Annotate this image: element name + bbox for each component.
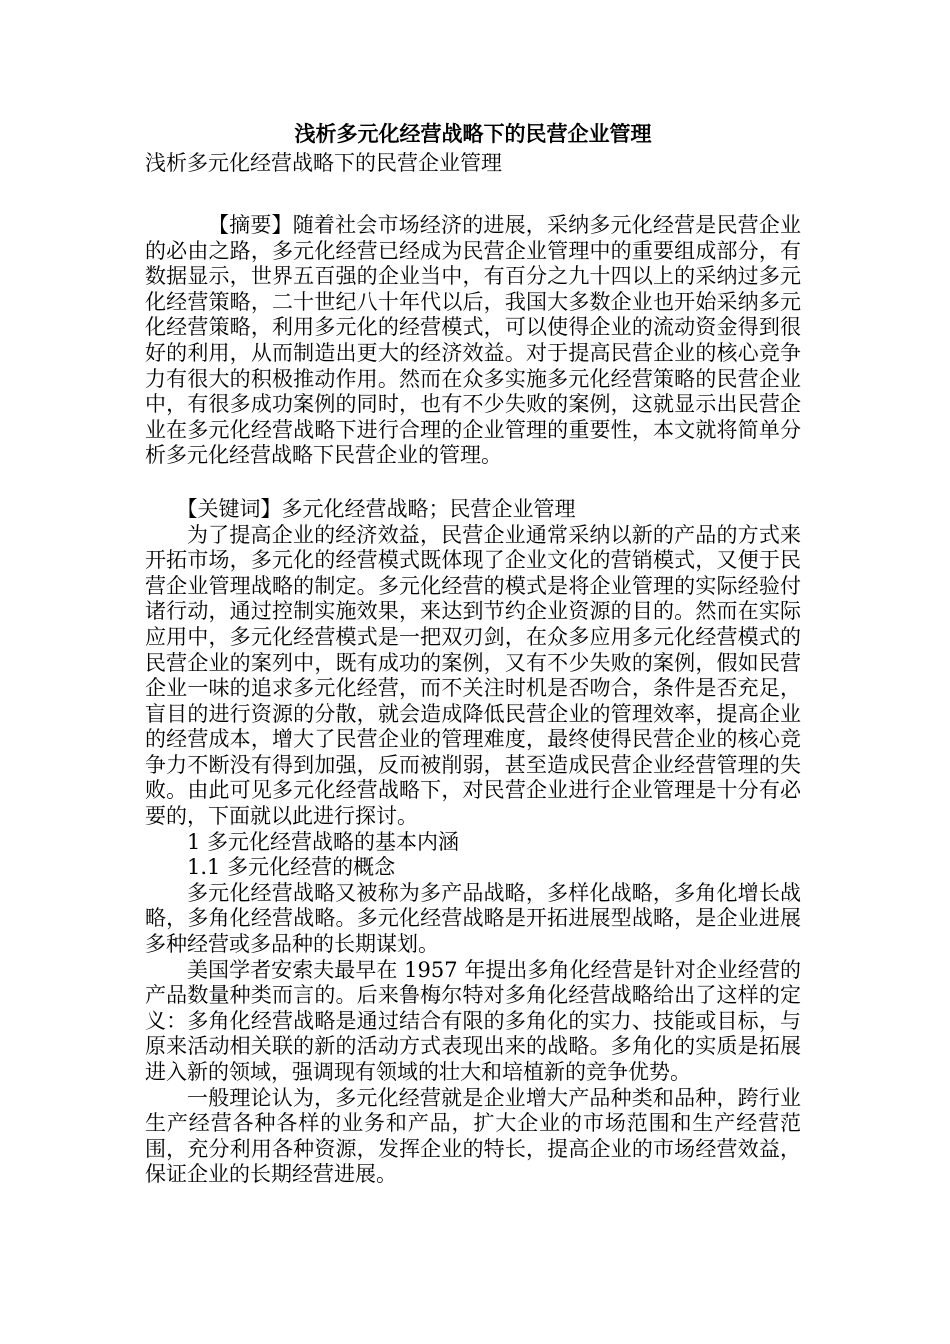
- body-paragraph-1: 多元化经营战略又被称为多产品战略，多样化战略，多角化增长战略，多角化经营战略。多元化经营战略是开拓进展型战略，是企业进展多种经营或多品种的长期谋划。: [145, 880, 801, 957]
- document-page: [145, 120, 801, 1188]
- document-subtitle: 浅析多元化经营战略下的民营企业管理: [145, 151, 502, 175]
- keywords-paragraph: 【关键词】多元化经营战略；民营企业管理: [176, 496, 576, 521]
- body-paragraph-2: 美国学者安索夫最早在 1957 年提出多角化经营是针对企业经营的产品数量种类而言的。后来鲁梅尔特对多角化经营战略给出了这样的定义：多角化经营战略是通过结合有限的多角化的实力、技能或目标，与原来活动相关联的新的活动方式表现出来的战略。多角化的实质是拓展进入新的领域，强调现有领域的壮大和培植新的竞争优势。: [145, 957, 801, 1084]
- section-1-heading: 1 多元化经营战略的基本内涵: [187, 829, 460, 854]
- intro-paragraph: 为了提高企业的经济效益，民营企业通常采纳以新的产品的方式来开拓市场，多元化的经营模式既体现了企业文化的营销模式，又便于民营企业管理战略的制定。多元化经营的模式是将企业管理的实际经验付诸行动，通过控制实施效果，来达到节约企业资源的目的。然而在实际应用中，多元化经营模式是一把双刃剑，在众多应用多元化经营模式的民营企业的案列中，既有成功的案例，又有不少失败的案例，假如民营企业一味的追求多元化经营，而不关注时机是否吻合，条件是否充足，盲目的进行资源的分散，就会造成降低民营企业的管理效率，提高企业的经营成本，增大了民营企业的管理难度，最终使得民营企业的核心竞争力不断没有得到加强，反而被削弱，甚至造成民营企业经营管理的失败。由此可见多元化经营战略下，对民营企业进行企业管理是十分有必要的，下面就以此进行探讨。: [145, 522, 801, 829]
- section-1-1-heading: 1.1 多元化经营的概念: [187, 855, 396, 880]
- body-paragraph-3: 一般理论认为，多元化经营就是企业增大产品种类和品种，跨行业生产经营各种各样的业务和产品，扩大企业的市场范围和生产经营范围，充分利用各种资源，发挥企业的特长，提高企业的市场经营效益，保证企业的长期经营进展。: [145, 1085, 801, 1187]
- document-title: 浅析多元化经营战略下的民营企业管理: [294, 121, 652, 146]
- abstract-paragraph: 【摘要】随着社会市场经济的进展，采纳多元化经营是民营企业的必由之路，多元化经营已经成为民营企业管理中的重要组成部分，有数据显示，世界五百强的企业当中，有百分之九十四以上的采纳过多元化经营策略，二十世纪八十年代以后，我国大多数企业也开始采纳多元化经营策略，利用多元化的经营模式，可以使得企业的流动资金得到很好的利用，从而制造出更大的经济效益。对于提高民营企业的核心竞争力有很大的积极推动作用。然而在众多实施多元化经营策略的民营企业中，有很多成功案例的同时，也有不少失败的案例，这就显示出民营企业在多元化经营战略下进行合理的企业管理的重要性，本文就将简单分析多元化经营战略下民营企业的管理。: [145, 213, 801, 468]
